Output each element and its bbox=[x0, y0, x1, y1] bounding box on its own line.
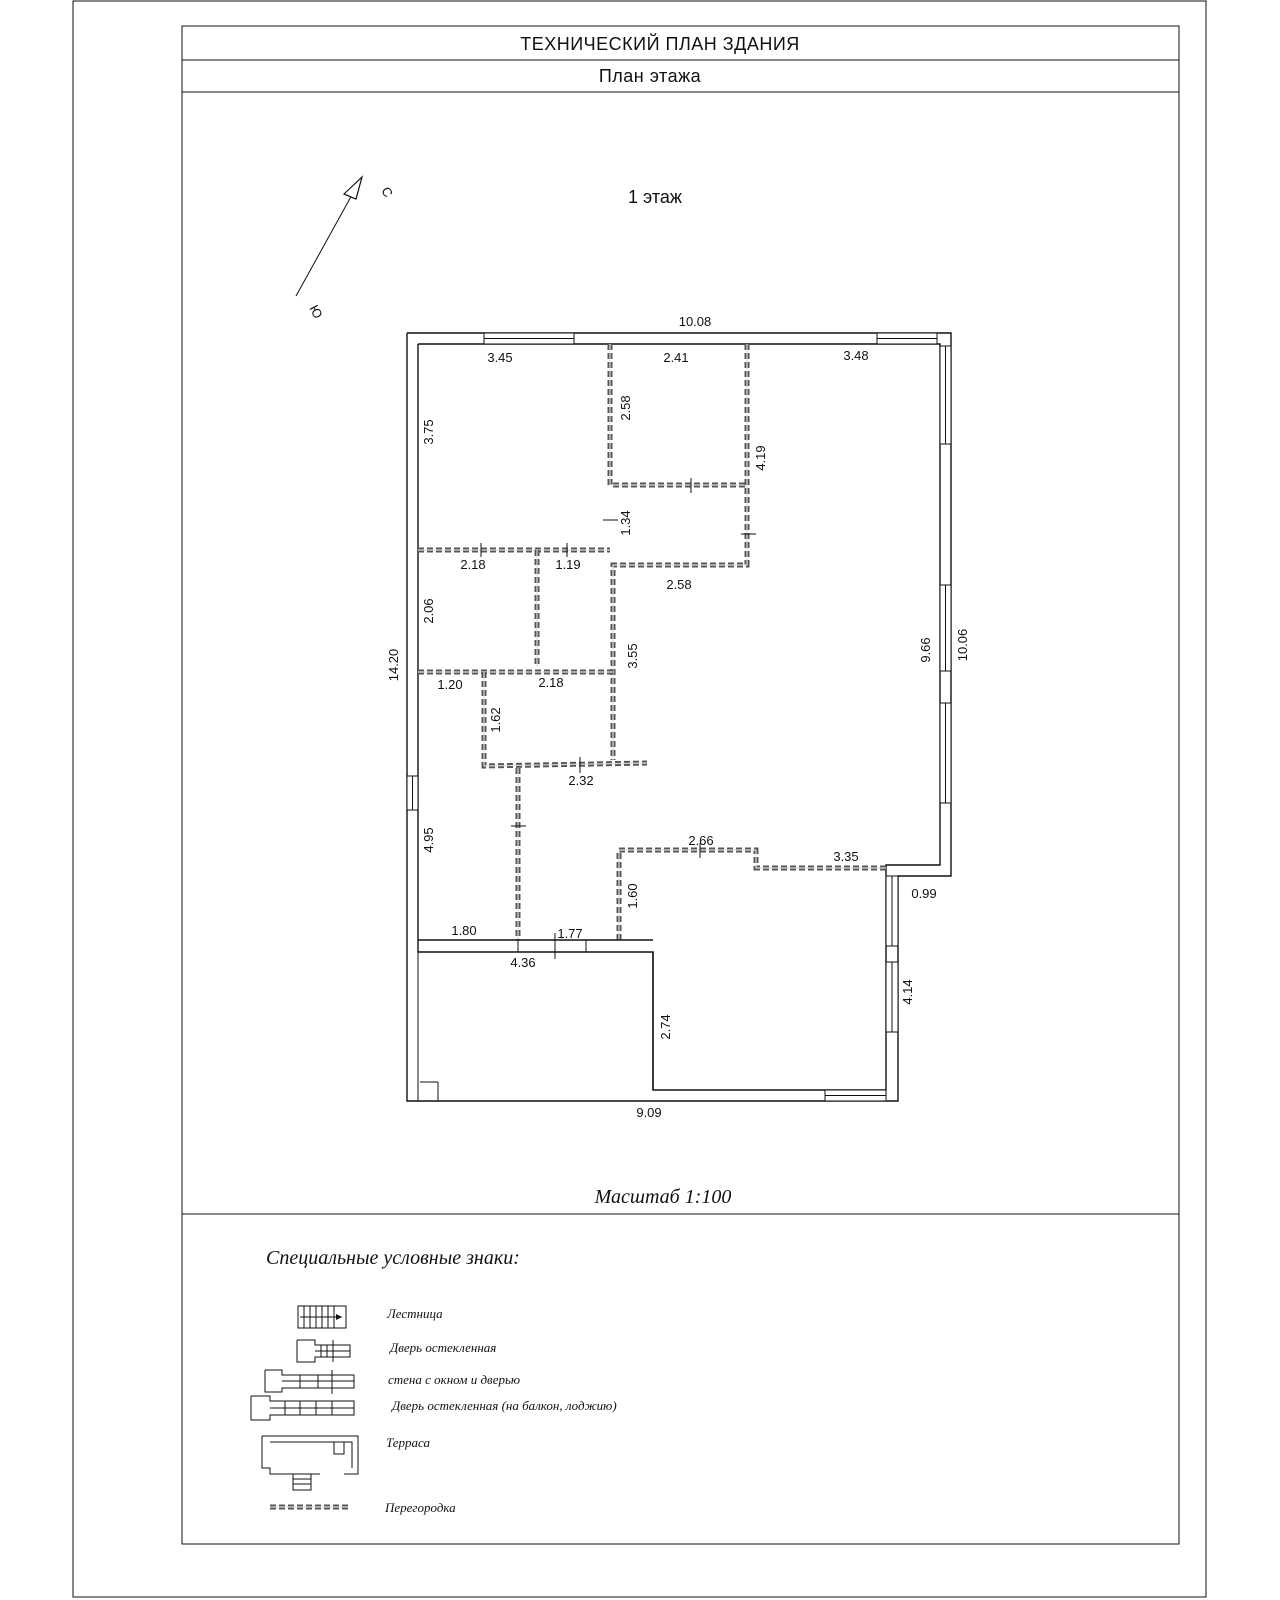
dim-outer-step: 0.99 bbox=[911, 886, 937, 901]
terrace-icon bbox=[262, 1436, 358, 1490]
dim-left-room-side: 4.95 bbox=[421, 827, 436, 853]
dim-lower-room-side: 2.74 bbox=[658, 1014, 673, 1040]
legend-stairs-label: Лестница bbox=[387, 1306, 443, 1321]
dim-step-side: 1.60 bbox=[625, 883, 640, 909]
legend-title: Специальные условные знаки: bbox=[266, 1247, 520, 1269]
dim-small-left-top: 1.20 bbox=[437, 677, 463, 692]
main-frame bbox=[182, 26, 1179, 1544]
legend-terrace-label: Терраса bbox=[386, 1435, 430, 1450]
dim-top-overall: 10.08 bbox=[678, 314, 712, 329]
dim-step-right-top: 3.35 bbox=[833, 849, 859, 864]
dim-closet-top: 2.18 bbox=[538, 675, 564, 690]
balcony-door-icon bbox=[251, 1396, 354, 1420]
dim-bath-top: 2.18 bbox=[460, 557, 486, 572]
dim-step-top: 2.66 bbox=[688, 833, 714, 848]
dim-bath-side: 2.06 bbox=[421, 598, 436, 624]
compass-icon bbox=[296, 177, 396, 321]
dim-closet-side: 1.62 bbox=[488, 707, 503, 733]
dim-wc-top: 1.19 bbox=[555, 557, 581, 572]
page-subtitle: План этажа bbox=[598, 66, 702, 86]
dim-corridor-bottom: 2.58 bbox=[666, 577, 692, 592]
compass-south-label: Ю bbox=[306, 302, 326, 322]
partitions bbox=[418, 344, 886, 940]
scale-label: Масштаб 1:100 bbox=[594, 1186, 732, 1208]
sheet-border bbox=[73, 1, 1206, 1597]
floor-label: 1 этаж bbox=[628, 187, 682, 207]
dim-big-room-right: 9.66 bbox=[918, 637, 933, 663]
dim-big-room-top: 3.48 bbox=[843, 348, 869, 363]
wall-window-door-icon bbox=[265, 1370, 354, 1394]
legend-balcony-door-label: Дверь остекленная (на балкон, лоджию) bbox=[392, 1398, 617, 1413]
legend-wall-window-door-label: стена с окном и дверью bbox=[388, 1372, 521, 1387]
dim-room2-right: 4.19 bbox=[753, 445, 768, 471]
glazed-door-icon bbox=[297, 1340, 350, 1362]
dim-room1-top: 3.45 bbox=[487, 350, 513, 365]
dim-closet-bottom: 2.32 bbox=[568, 773, 594, 788]
compass-north-label: С bbox=[378, 184, 397, 200]
dim-room1-side: 3.75 bbox=[421, 419, 436, 445]
dim-terrace-top: 4.36 bbox=[510, 955, 536, 970]
dim-hall-side: 3.55 bbox=[625, 643, 640, 669]
dim-passage-bottom: 1.77 bbox=[557, 926, 583, 941]
dim-corridor-side: 1.34 bbox=[618, 510, 633, 536]
dimension-labels bbox=[386, 314, 970, 1120]
dim-outer-right: 10.06 bbox=[955, 628, 970, 662]
dim-room2-top: 2.41 bbox=[663, 350, 689, 365]
legend-glazed-door-label: Дверь остекленная bbox=[390, 1340, 497, 1355]
dim-lower-right: 4.14 bbox=[900, 979, 915, 1005]
dim-room2-side: 2.58 bbox=[618, 395, 633, 421]
dim-bottom-overall: 9.09 bbox=[636, 1105, 662, 1120]
legend-partition-label: Перегородка bbox=[385, 1500, 456, 1515]
floor-plan bbox=[386, 314, 970, 1120]
dim-overall-left: 14.20 bbox=[386, 648, 401, 682]
page-title: ТЕХНИЧЕСКИЙ ПЛАН ЗДАНИЯ bbox=[520, 34, 800, 54]
stairs-icon bbox=[298, 1306, 346, 1328]
dim-left-room-bottom: 1.80 bbox=[451, 923, 477, 938]
